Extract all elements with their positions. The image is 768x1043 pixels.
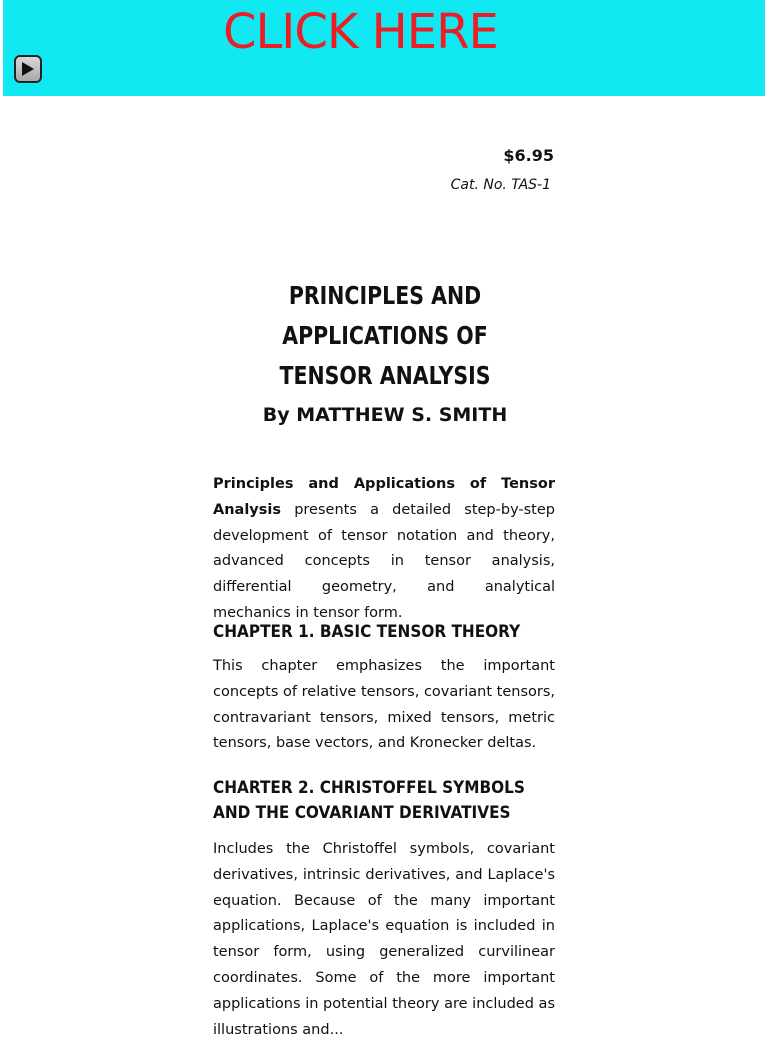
author: By MATTHEW S. SMITH <box>262 404 508 426</box>
catalog-number: Cat. No. TAS-1 <box>450 177 551 193</box>
intro-text: presents a detailed step-by-step development of tensor notation and theory, advanced concepts in tensor analysis, differential geometry, and analytical mechanics in tensor form. <box>213 501 555 621</box>
chapter-2-title-line-1: CHARTER 2. CHRISTOFFEL SYMBOLS <box>213 778 525 798</box>
chapter-1-heading <box>213 620 555 645</box>
intro-paragraph <box>213 472 555 627</box>
chapter-1-title: CHAPTER 1. BASIC TENSOR THEORY <box>213 622 521 642</box>
book-title-line-2: TENSOR ANALYSIS <box>279 361 491 390</box>
play-button[interactable] <box>14 55 42 83</box>
top-banner <box>3 0 765 96</box>
chapter-2-heading <box>213 776 555 826</box>
book-title <box>217 276 553 396</box>
click-here-link[interactable]: CLICK HERE <box>223 4 498 60</box>
chapter-1-text: This chapter emphasizes the important concepts of relative tensors, covariant tensors, contravariant tensors, mixed tensors, metric tensors, base vectors, and Kronecker deltas. <box>213 658 555 752</box>
intro-bold-title: Principles and Applications of Tensor Analysis <box>213 476 555 518</box>
chapter-2-body <box>213 837 555 1043</box>
play-icon <box>21 61 35 77</box>
book-title-line-1: PRINCIPLES AND APPLICATIONS OF <box>282 281 488 350</box>
chapter-2-text: Includes the Christoffel symbols, covariant derivatives, intrinsic derivatives, and Laplace's equation. Because of the many important applications, Laplace's equation is included in tensor form, using generalized curvilinear coordinates. Some of the more important applications in potential theory are included as illustrations and... <box>213 841 555 1038</box>
chapter-2-title-line-2: AND THE COVARIANT DERIVATIVES <box>213 803 511 823</box>
chapter-1-body <box>213 654 555 757</box>
price: $6.95 <box>503 146 554 165</box>
